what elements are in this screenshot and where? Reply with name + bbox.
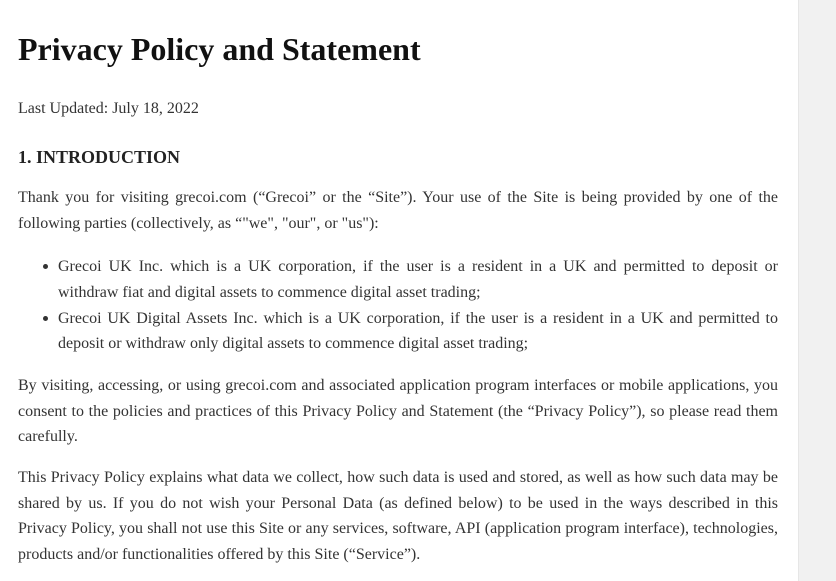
scrollbar[interactable] (798, 0, 836, 581)
consent-paragraph: By visiting, accessing, or using grecoi.com and associated application program interfaces or mobile applications, you consent to the policies and practices of this Privacy Policy and Statement (the “Privacy Policy”), so please read them carefully. (18, 377, 778, 445)
list-item-text: Grecoi UK Digital Assets Inc. which is a UK corporation, if the user is a resident in a UK and permitted to deposit or withdraw only digital assets to commence digital asset trading; (58, 309, 778, 352)
list-item-text: Grecoi UK Inc. which is a UK corporation, if the user is a resident in a UK and permitted to deposit or withdraw fiat and digital assets to commence digital asset trading; (58, 258, 778, 301)
section-heading: 1. INTRODUCTION (18, 147, 181, 167)
explanation-paragraph: This Privacy Policy explains what data we collect, how such data is used and stored, as well as how such data may be shared by us. If you do not wish your Personal Data (as defined below) to be used in the ways described in this Privacy Policy, you shall not use this Site or any services, software, API (application program interface), technologies, products and/or functionalities offered by this Site (“Service”). (18, 469, 778, 563)
list-item (58, 306, 778, 357)
list-item (58, 254, 778, 305)
page-title: Privacy Policy and Statement (18, 31, 421, 67)
bullet-icon (43, 316, 48, 321)
intro-paragraph: Thank you for visiting grecoi.com (“Grecoi” or the “Site”). Your use of the Site is being provided by one of the following parties (collectively, as “"we", "our", or "us"): (18, 189, 778, 232)
last-updated: Last Updated: July 18, 2022 (18, 100, 199, 117)
parties-list (18, 254, 778, 357)
bullet-icon (43, 264, 48, 269)
